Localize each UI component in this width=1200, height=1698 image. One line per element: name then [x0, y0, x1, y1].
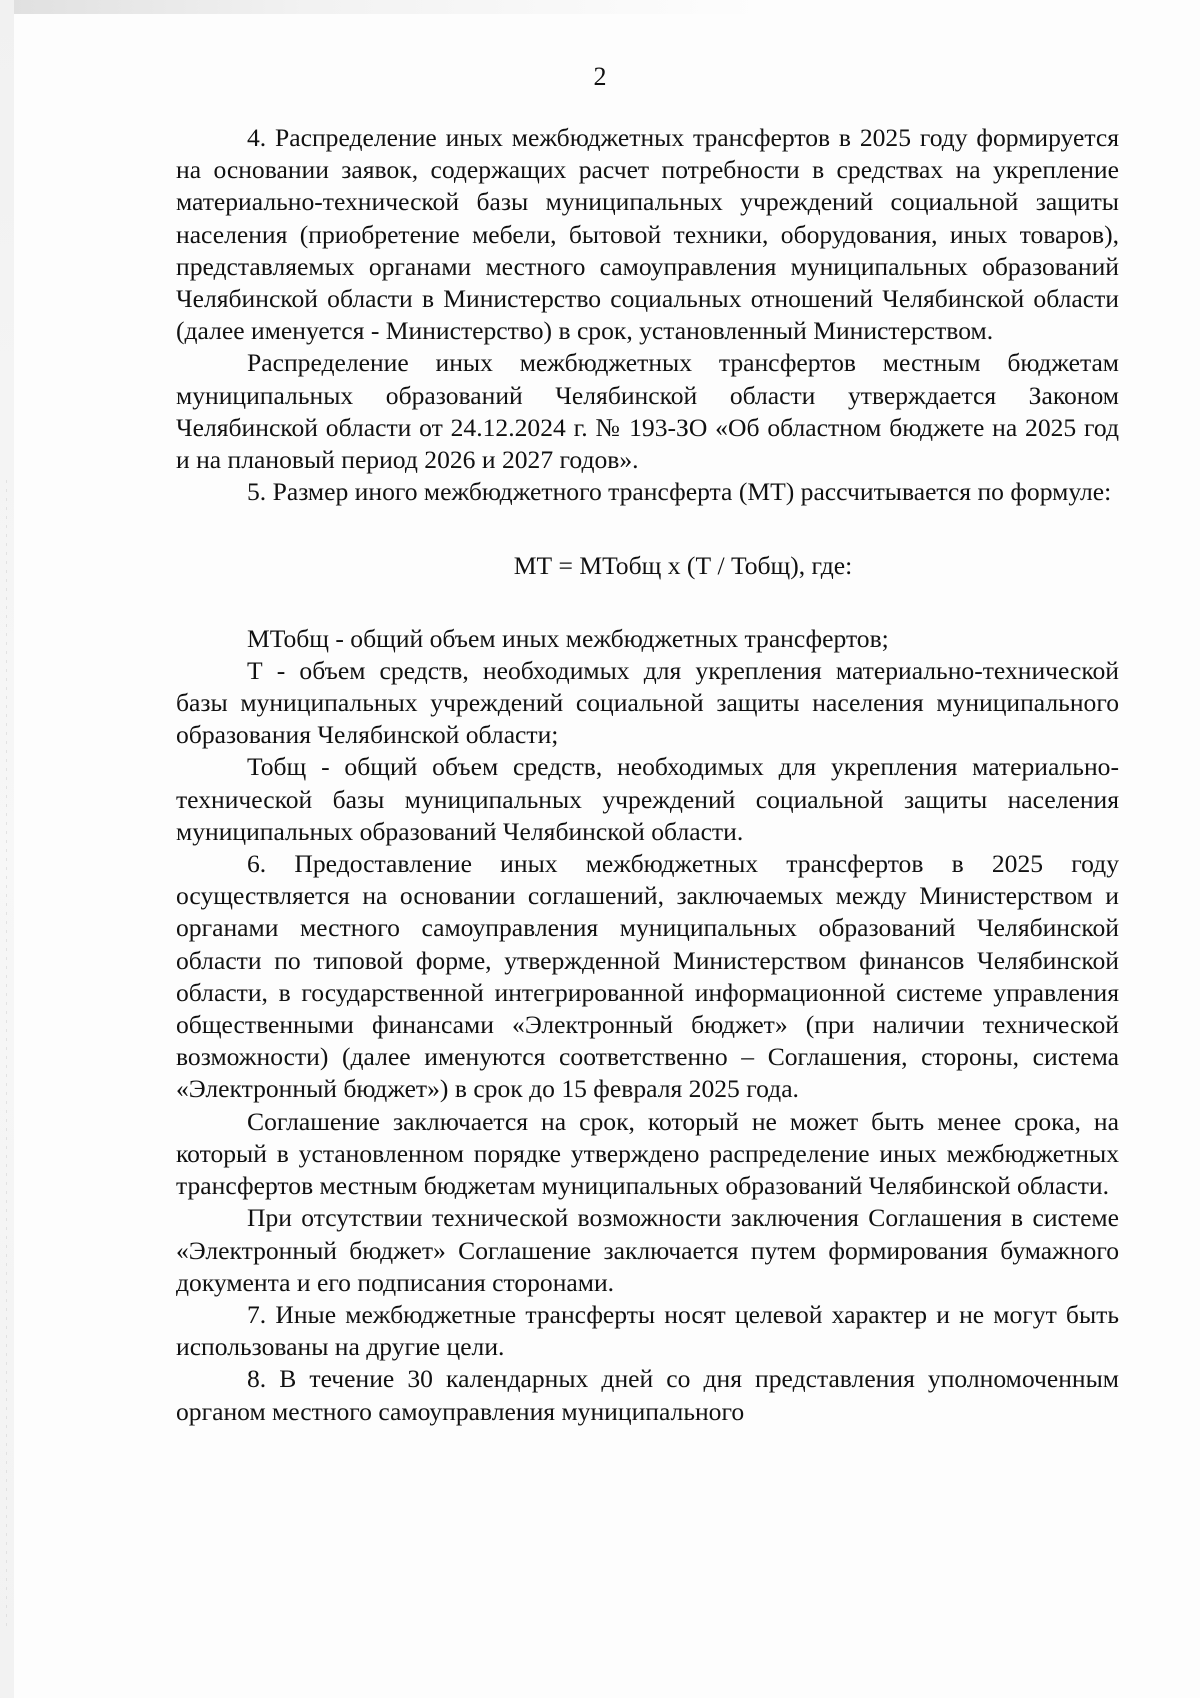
paragraph-7: 7. Иные межбюджетные трансферты носят целевой характер и не могут быть использованы на другие цели.: [176, 1299, 1119, 1362]
formula: [176, 550, 1119, 582]
paragraph-6: 6. Предоставление иных межбюджетных трансфертов в 2025 году осуществляется на основании соглашений, заключаемых между Министерством и органами местного самоуправления муниципальных образований Челябинской области по типовой форме, утвержденной Министерством финансов Челябинской области, в государственной интегрированной информационной системе управления общественными финансами «Электронный бюджет» (при наличии технической возможности) (далее именуются соответственно – Соглашения, стороны, система «Электронный бюджет») в срок до 15 февраля 2025 года.: [176, 849, 1119, 1104]
page-number: 2: [593, 62, 607, 91]
paragraph-4: 4. Распределение иных межбюджетных трансфертов в 2025 году формируется на основании заявок, содержащих расчет потребности в средствах на укрепление материально-технической базы муниципальных учреждений социальной защиты населения (приобретение мебели, бытовой техники, оборудования, иных товаров), представляемых органами местного самоуправления муниципальных образований Челябинской области в Министерство социальных отношений Челябинской области (далее именуется - Министерство) в срок, установленный Министерством.: [176, 123, 1119, 346]
document-body: [176, 122, 1119, 1428]
definition-mt-total: МТобщ - общий объем иных межбюджетных трансфертов;: [247, 623, 889, 653]
definition-t: Т - объем средств, необходимых для укрепления материально-технической базы муниципальных учреждений социальной защиты населения муниципального образования Челябинской области;: [176, 655, 1119, 750]
paragraph-distribution-law: Распределение иных межбюджетных трансфертов местным бюджетам муниципальных образований Челябинской области утверждается Законом Челябинской области от 24.12.2024 г. № 193-ЗО «Об областном бюджете на 2025 год и на плановый период 2026 и 2027 годов».: [176, 348, 1119, 475]
paragraph-5: 5. Размер иного межбюджетного трансферта (МТ) рассчитывается по формуле:: [247, 477, 1112, 507]
paragraph-paper-agreement: При отсутствии технической возможности заключения Соглашения в системе «Электронный бюджет» Соглашение заключается путем формирования бумажного документа и его подписания сторонами.: [176, 1203, 1119, 1297]
paragraph-8: 8. В течение 30 календарных дней со дня представления уполномоченным органом местного самоуправления муниципального: [176, 1364, 1119, 1426]
scan-edge-left: [0, 0, 14, 1698]
definition-t-total: Тобщ - общий объем средств, необходимых для укрепления материально-технической базы муниципальных учреждений социальной защиты населения муниципальных образований Челябинской области.: [176, 752, 1119, 846]
formula-text: МТ = МТобщ х (Т / Тобщ), где:: [513, 551, 853, 581]
scan-edge-top: [0, 0, 760, 14]
paragraph-agreement-term: Соглашение заключается на срок, который не может быть менее срока, на который в установленном порядке утверждено распределение иных межбюджетных трансфертов местным бюджетам муниципальных образований Челябинской области.: [176, 1106, 1119, 1201]
